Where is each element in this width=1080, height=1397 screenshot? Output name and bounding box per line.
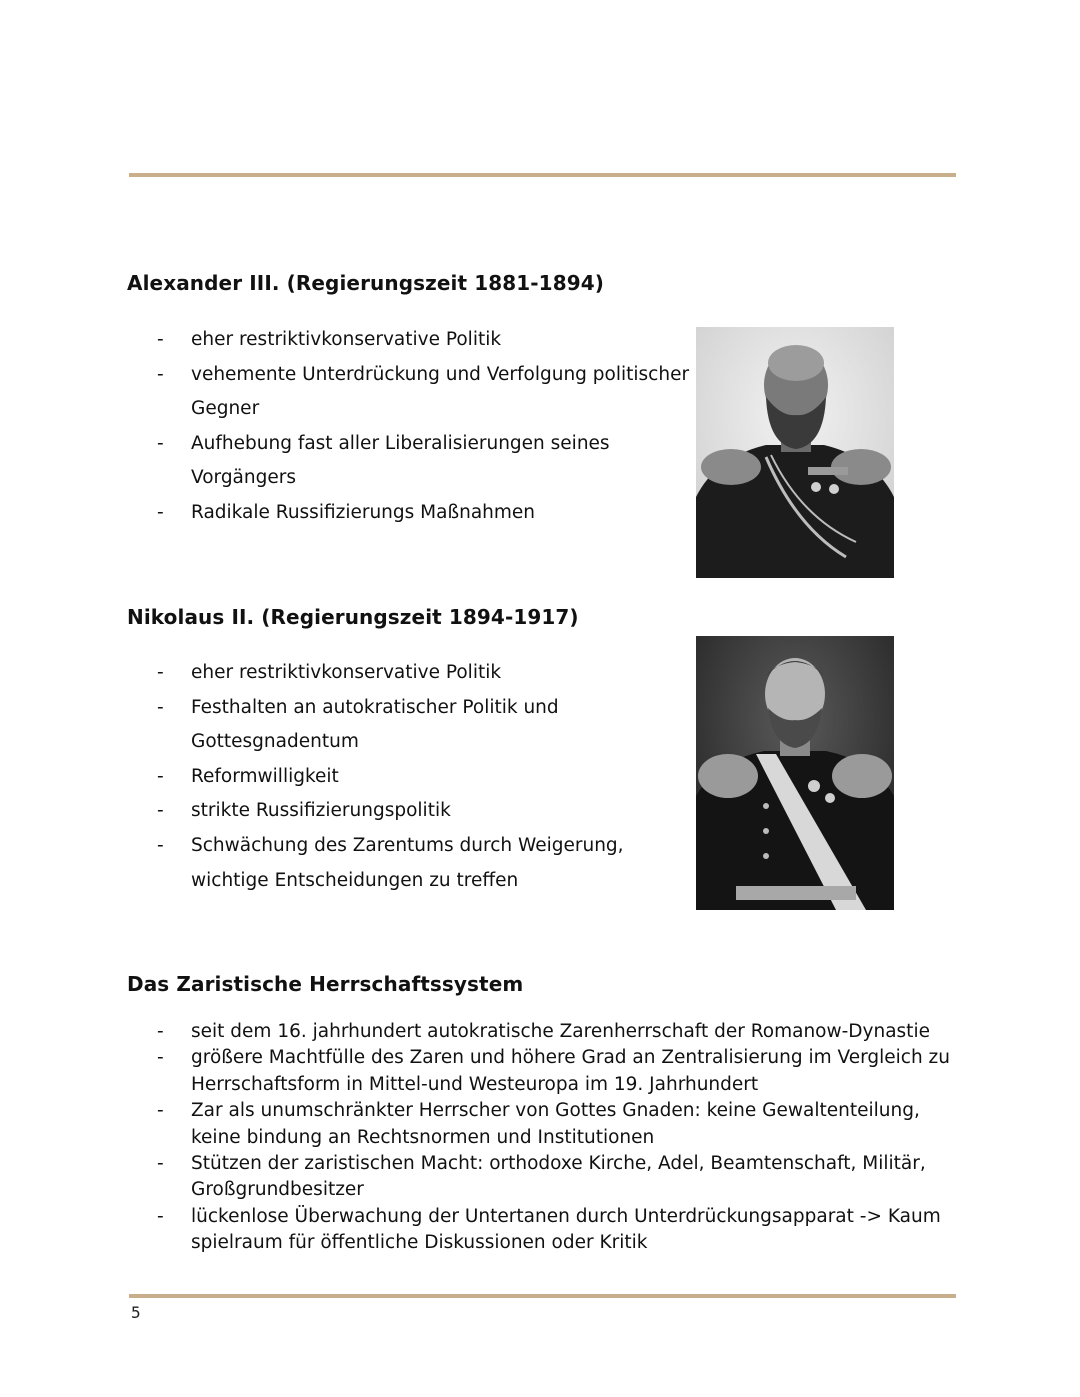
list-item: - Stützen der zaristischen Macht: orthodoxe Kirche, Adel, Beamtenschaft, Militär, xyxy=(157,1153,926,1175)
alexander-portrait xyxy=(696,327,894,578)
section-heading-alexander: Alexander III. (Regierungszeit 1881-1894) xyxy=(127,271,604,295)
list-item-continuation: wichtige Entscheidungen zu treffen xyxy=(191,869,519,891)
herrschaftssystem-list xyxy=(155,1019,950,1257)
list-item-continuation: Großgrundbesitzer xyxy=(191,1179,364,1201)
list-item: - eher restriktivkonservative Politik xyxy=(157,329,502,350)
list-item: - vehemente Unterdrückung und Verfolgung politischer xyxy=(157,363,690,385)
bottom-divider xyxy=(129,1294,956,1298)
list-item: - Reformwilligkeit xyxy=(157,765,339,787)
list-item-continuation: Herrschaftsform in Mittel-und Westeuropa im 19. Jahrhundert xyxy=(191,1073,759,1095)
list-item: - größere Machtfülle des Zaren und höhere Grad an Zentralisierung im Vergleich zu xyxy=(157,1047,950,1069)
list-item-continuation: keine bindung an Rechtsnormen und Institutionen xyxy=(191,1126,655,1148)
list-item: - Festhalten an autokratischer Politik und xyxy=(157,696,559,718)
list-item-continuation: Gottesgnadentum xyxy=(191,731,359,753)
page-number: 5 xyxy=(131,1303,141,1322)
list-item-continuation: Gegner xyxy=(191,398,260,420)
nikolaus-portrait xyxy=(696,636,894,910)
list-item: - Zar als unumschränkter Herrscher von Gottes Gnaden: keine Gewaltenteilung, xyxy=(157,1100,920,1122)
list-item-continuation: Vorgängers xyxy=(191,467,296,489)
alexander-list xyxy=(155,323,689,531)
list-item-continuation: spielraum für öffentliche Diskussionen oder Kritik xyxy=(191,1232,648,1254)
section-heading-nikolaus: Nikolaus II. (Regierungszeit 1894-1917) xyxy=(127,605,579,629)
list-item: - eher restriktivkonservative Politik xyxy=(157,662,502,683)
list-item: - lückenlose Überwachung der Untertanen durch Unterdrückungsapparat -> Kaum xyxy=(157,1205,941,1227)
nikolaus-list xyxy=(155,656,624,898)
list-item: - seit dem 16. jahrhundert autokratische Zarenherrschaft der Romanow-Dynastie xyxy=(157,1021,930,1042)
section-heading-herrschaftssystem: Das Zaristische Herrschaftssystem xyxy=(127,972,524,996)
list-item: - Schwächung des Zarentums durch Weigerung, xyxy=(157,834,624,856)
list-item: - strikte Russifizierungspolitik xyxy=(157,800,451,822)
top-divider xyxy=(129,173,956,177)
list-item: - Aufhebung fast aller Liberalisierungen seines xyxy=(157,432,610,454)
list-item: - Radikale Russifizierungs Maßnahmen xyxy=(157,501,536,523)
